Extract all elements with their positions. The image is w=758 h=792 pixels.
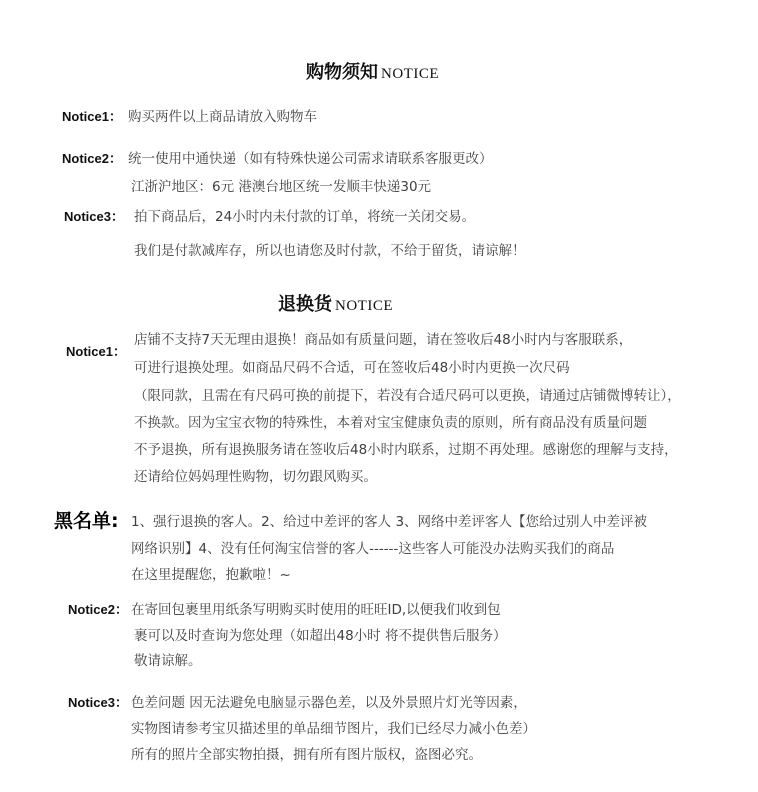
shopping-notice1-text: 购买两件以上商品请放入购物车	[128, 109, 317, 125]
returns-title	[278, 290, 393, 316]
shopping-notice2-label: Notice2：	[62, 151, 122, 166]
shopping-notice3-line: 我们是付款减库存，所以也请您及时付款，不给于留货，请谅解！	[134, 243, 526, 259]
returns-notice2-line: 敬请谅解。	[134, 653, 202, 669]
returns-notice1-line: 可进行退换处理。如商品尺码不合适，可在签收后48小时内更换一次尺码	[134, 360, 570, 376]
returns-notice1-line: 还请给位妈妈理性购物，切勿跟风购买。	[134, 469, 377, 485]
returns-notice1-line: 不予退换，所有退换服务请在签收后48小时内联系，过期不再处理。感谢您的理解与支持，	[134, 442, 678, 458]
shopping-notice3-line: 拍下商品后，24小时内未付款的订单，将统一关闭交易。	[134, 209, 476, 225]
shopping-title-cn: 购物须知	[306, 62, 378, 83]
shopping-title	[306, 58, 439, 84]
blacklist-label: 黑名单:	[54, 510, 119, 532]
returns-title-cn: 退换货	[278, 294, 332, 315]
returns-notice1-label: Notice1：	[66, 344, 126, 359]
blacklist-line: 在这里提醒您，抱歉啦！~	[131, 567, 291, 583]
returns-notice2-line: 在寄回包裹里用纸条写明购买时使用的旺旺ID,以便我们收到包	[131, 602, 501, 618]
returns-notice3-label: Notice3：	[68, 695, 128, 710]
shopping-notice2-line: 统一使用中通快递（如有特殊快递公司需求请联系客服更改）	[128, 151, 493, 167]
returns-notice2-line: 裹可以及时查询为您处理（如超出48小时 将不提供售后服务）	[134, 628, 507, 644]
blacklist-line: 1、强行退换的客人。2、给过中差评的客人 3、网络中差评客人【您给过别人中差评被	[131, 514, 648, 530]
blacklist-line: 网络识别】4、没有任何淘宝信誉的客人------这些客人可能没办法购买我们的商品	[131, 541, 615, 557]
shopping-notice3-label: Notice3：	[64, 209, 124, 224]
returns-notice1-line: 店铺不支持7天无理由退换！商品如有质量问题，请在签收后48小时内与客服联系，	[134, 332, 633, 348]
returns-title-en: NOTICE	[335, 298, 393, 314]
shopping-title-en: NOTICE	[381, 66, 439, 82]
returns-notice1-line: 不换款。因为宝宝衣物的特殊性，本着对宝宝健康负责的原则，所有商品没有质量问题	[134, 415, 647, 431]
returns-notice3-line: 所有的照片全部实物拍摄，拥有所有图片版权，盗图必究。	[131, 747, 482, 763]
shopping-notice2-line: 江浙沪地区：6元 港澳台地区统一发顺丰快递30元	[131, 179, 432, 195]
shopping-notice1-label: Notice1：	[62, 109, 122, 124]
returns-notice2-label: Notice2：	[68, 602, 128, 617]
returns-notice3-line: 色差问题 因无法避免电脑显示器色差，以及外景照片灯光等因素，	[131, 695, 527, 711]
returns-notice3-line: 实物图请参考宝贝描述里的单品细节图片，我们已经尽力减小色差）	[131, 721, 536, 737]
returns-notice1-line: （限同款，且需在有尺码可换的前提下，若没有合适尺码可以更换，请通过店铺微博转让），	[134, 388, 681, 404]
